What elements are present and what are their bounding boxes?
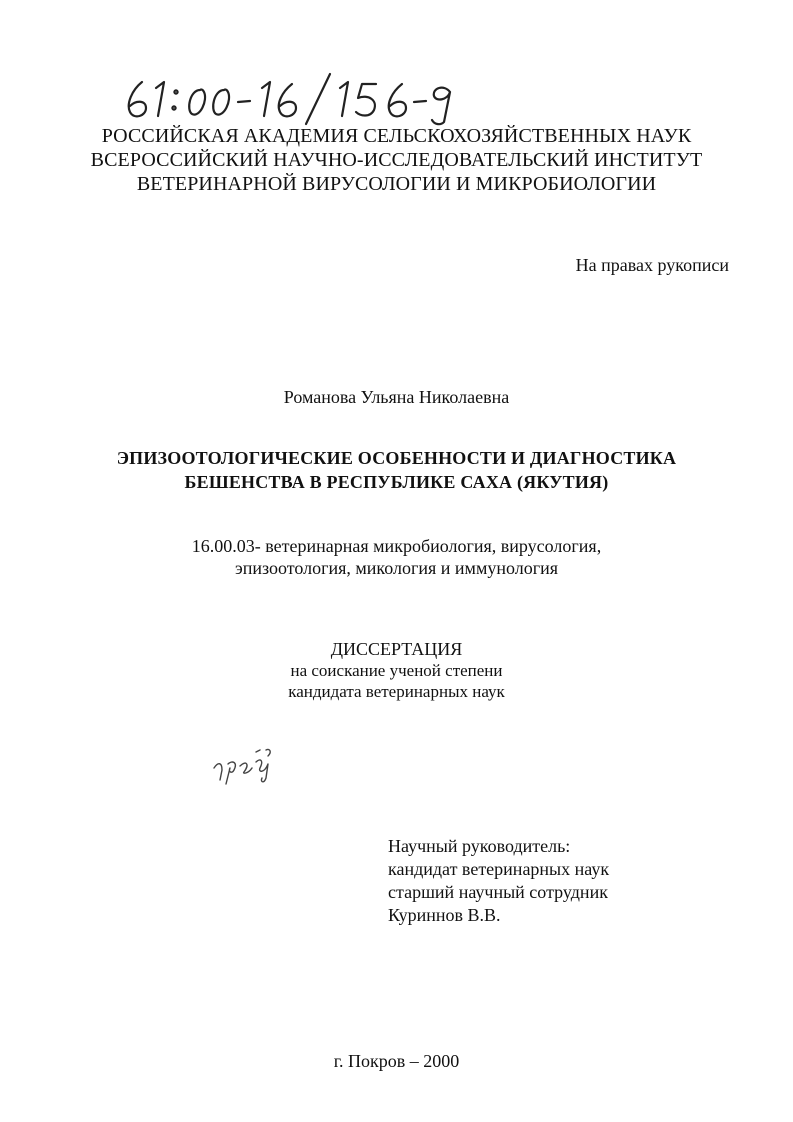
handwritten-signature (208, 744, 278, 786)
institution-line-1: РОССИЙСКАЯ АКАДЕМИЯ СЕЛЬСКОХОЗЯЙСТВЕННЫХ НАУК (101, 125, 692, 147)
dissertation-block (0, 638, 793, 702)
supervisor-line-3: старший научный сотрудник (388, 882, 608, 902)
handwritten-number-drawing (120, 70, 465, 126)
manuscript-note: На правах рукописи (575, 255, 729, 275)
title-line-1: ЭПИЗООТОЛОГИЧЕСКИЕ ОСОБЕННОСТИ И ДИАГНОСТИКА (116, 448, 677, 468)
signature-drawing (208, 744, 278, 786)
author-name: Романова Ульяна Николаевна (283, 387, 510, 407)
dissertation-line-2: кандидата ветеринарных наук (288, 682, 505, 701)
specialty-line-2: эпизоотология, микология и иммунология (234, 558, 559, 578)
institution-header (0, 124, 793, 196)
specialty-line-1: 16.00.03- ветеринарная микробиология, вирусология, (191, 536, 602, 556)
dissertation-label: ДИССЕРТАЦИЯ (330, 639, 463, 659)
supervisor-line-2: кандидат ветеринарных наук (388, 859, 610, 879)
specialty (0, 535, 793, 579)
handwritten-registration-number (120, 70, 465, 126)
supervisor-block (388, 835, 609, 927)
dissertation-title (0, 446, 793, 494)
supervisor-line-1: Научный руководитель: (388, 836, 571, 856)
institution-line-2: ВСЕРОССИЙСКИЙ НАУЧНО-ИССЛЕДОВАТЕЛЬСКИЙ ИНСТИТУТ (90, 149, 703, 171)
footer-city-year: г. Покров – 2000 (333, 1051, 460, 1071)
supervisor-name: Куриннов В.В. (388, 905, 501, 925)
title-line-2: БЕШЕНСТВА В РЕСПУБЛИКЕ САХА (ЯКУТИЯ) (184, 472, 609, 492)
institution-line-3: ВЕТЕРИНАРНОЙ ВИРУСОЛОГИИ И МИКРОБИОЛОГИИ (136, 173, 657, 195)
dissertation-line-1: на соискание ученой степени (290, 661, 503, 680)
